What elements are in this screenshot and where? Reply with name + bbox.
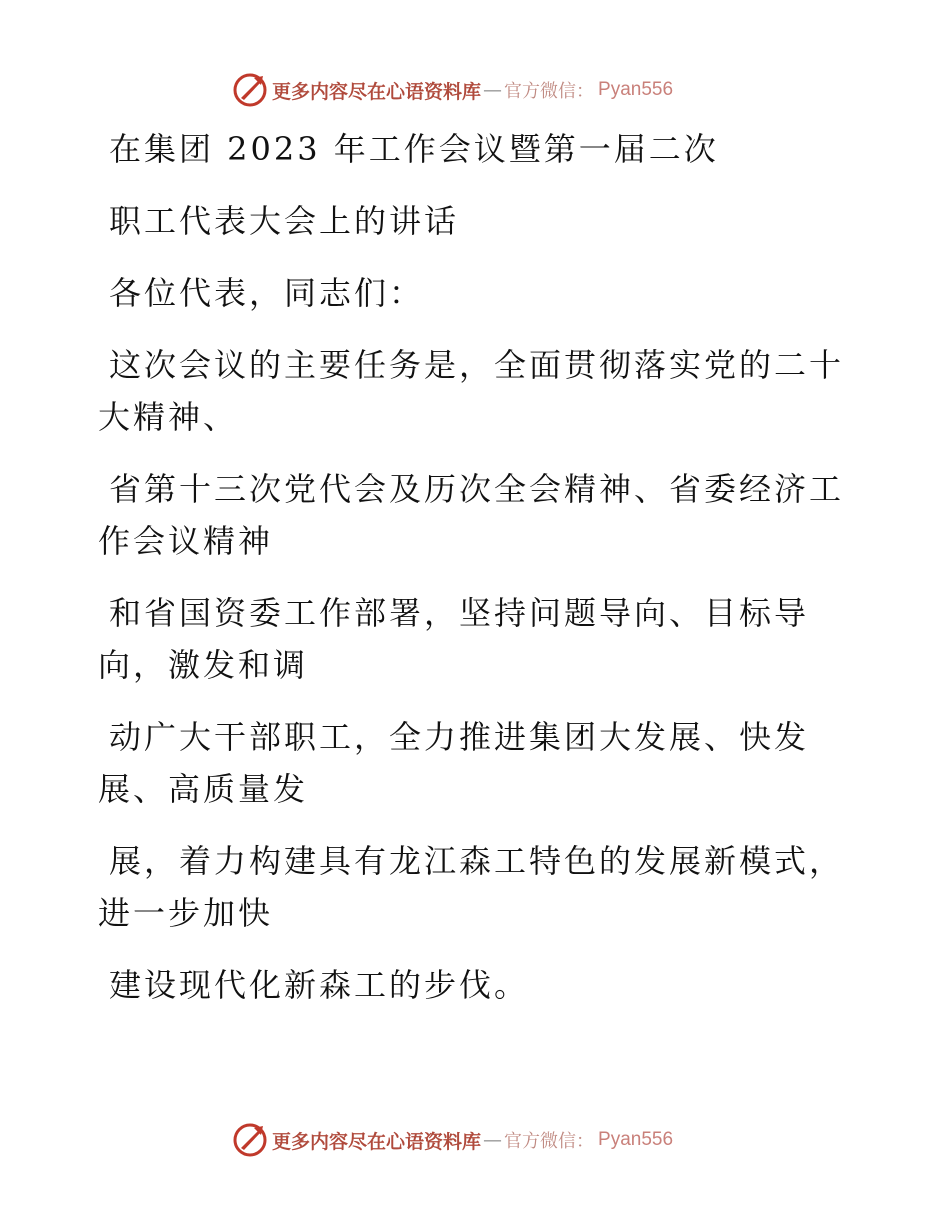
- paragraph-5-line-2: 进一步加快: [98, 894, 274, 932]
- watermark-colon: ：: [576, 1131, 595, 1152]
- paragraph-2-line-1: 省第十三次党代会及历次全会精神、省委经济工: [109, 470, 845, 508]
- watermark-wechat-label: 官方微信: [504, 1131, 577, 1152]
- watermark-wechat-id: Pyan556: [598, 79, 674, 100]
- watermark-wechat-id: Pyan556: [598, 1129, 674, 1150]
- paragraph-3-line-2: 向，激发和调: [98, 646, 309, 684]
- quill-pen-logo-icon: [232, 72, 268, 108]
- paragraph-4-line-2: 展、高质量发: [98, 770, 309, 808]
- watermark-wechat-label: 官方微信: [504, 81, 577, 102]
- salutation: 各位代表，同志们：: [109, 274, 425, 312]
- document-body: [98, 120, 845, 1011]
- paragraph-6-line-1: 建设现代化新森工的步伐。: [109, 966, 530, 1004]
- title-line-1: 在集团 2023 年工作会议暨第一届二次: [109, 130, 719, 168]
- paragraph-5-line-1: 展，着力构建具有龙江森工特色的发展新模式，: [109, 842, 845, 880]
- watermark-banner-bottom: [232, 1120, 712, 1160]
- watermark-separator: —: [483, 1129, 503, 1151]
- watermark-separator: —: [483, 79, 503, 101]
- paragraph-3-line-1: 和省国资委工作部署，坚持问题导向、目标导: [109, 594, 810, 632]
- watermark-text: 更多内容尽在心语资料库: [272, 80, 482, 103]
- watermark-text: 更多内容尽在心语资料库: [272, 1130, 482, 1153]
- paragraph-1-line-1: 这次会议的主要任务是，全面贯彻落实党的二十: [109, 346, 845, 384]
- paragraph-1-line-2: 大精神、: [98, 398, 239, 436]
- title-line-2: 职工代表大会上的讲话: [109, 202, 460, 240]
- watermark-colon: ：: [576, 81, 595, 102]
- quill-pen-logo-icon: [232, 1122, 268, 1158]
- paragraph-4-line-1: 动广大干部职工，全力推进集团大发展、快发: [109, 718, 810, 756]
- paragraph-2-line-2: 作会议精神: [98, 522, 274, 560]
- watermark-banner-top: [232, 70, 712, 110]
